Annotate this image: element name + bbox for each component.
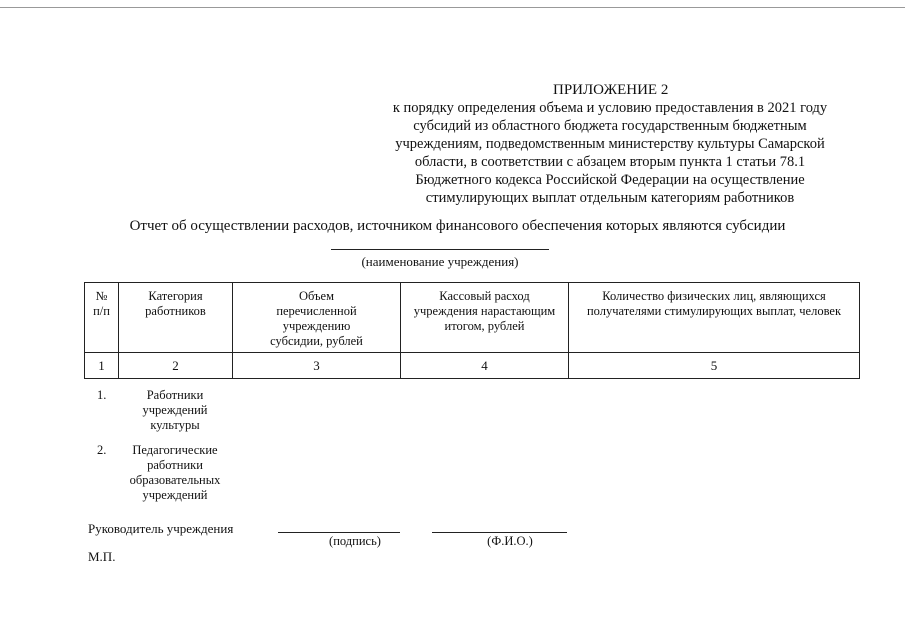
appendix-line: к порядку определения объема и условию предоставления в 2021 году <box>392 100 828 116</box>
appendix-line: субсидий из областного бюджета государственным бюджетным <box>413 118 807 134</box>
appendix-line: стимулирующих выплат отдельным категориям работников <box>425 190 795 206</box>
column-number: 3 <box>233 353 401 379</box>
institution-name-line <box>331 249 549 250</box>
appendix-heading: ПРИЛОЖЕНИЕ 2 <box>553 82 669 98</box>
column-number-row <box>85 353 860 379</box>
appendix-line: Бюджетного кодекса Российской Федерации на осуществление <box>415 172 805 188</box>
scan-top-edge <box>0 7 905 8</box>
header-cell-recipients-count: Количество физических лиц, являющихся получателями стимулирующих выплат, человек <box>569 283 860 353</box>
column-number: 1 <box>85 353 119 379</box>
header-cell-cash-expense: Кассовый расход учреждения нарастающим итогом, рублей <box>401 283 569 353</box>
header-cell-subsidy-volume: Объем перечисленной учреждению субсидии, рублей <box>233 283 401 353</box>
row-category: Педагогические работники образовательных учреждений <box>129 443 221 502</box>
head-of-institution-label: Руководитель учреждения <box>88 521 234 536</box>
row-number: 1. <box>97 388 107 402</box>
signature-line <box>278 532 400 533</box>
report-title: Отчет об осуществлении расходов, источником финансового обеспечения которых являются субсидии <box>129 218 786 234</box>
row-category: Работники учреждений культуры <box>142 388 208 432</box>
stamp-place-label: М.П. <box>88 549 116 564</box>
column-number: 2 <box>119 353 233 379</box>
institution-caption: (наименование учреждения) <box>361 254 519 269</box>
column-number: 4 <box>401 353 569 379</box>
column-number: 5 <box>569 353 860 379</box>
table-header-row <box>85 283 860 353</box>
full-name-caption: (Ф.И.О.) <box>487 534 533 548</box>
appendix-text <box>360 99 860 207</box>
appendix-line: области, в соответствии с абзацем вторым пункта 1 статьи 78.1 <box>414 154 806 170</box>
header-cell-number: № п/п <box>85 283 119 353</box>
signature-caption: (подпись) <box>329 534 381 548</box>
full-name-line <box>432 532 567 533</box>
report-table <box>84 282 860 379</box>
row-number: 2. <box>97 443 107 457</box>
appendix-line: учреждениям, подведомственным министерству культуры Самарской <box>395 136 825 152</box>
header-cell-category: Категория работников <box>119 283 233 353</box>
